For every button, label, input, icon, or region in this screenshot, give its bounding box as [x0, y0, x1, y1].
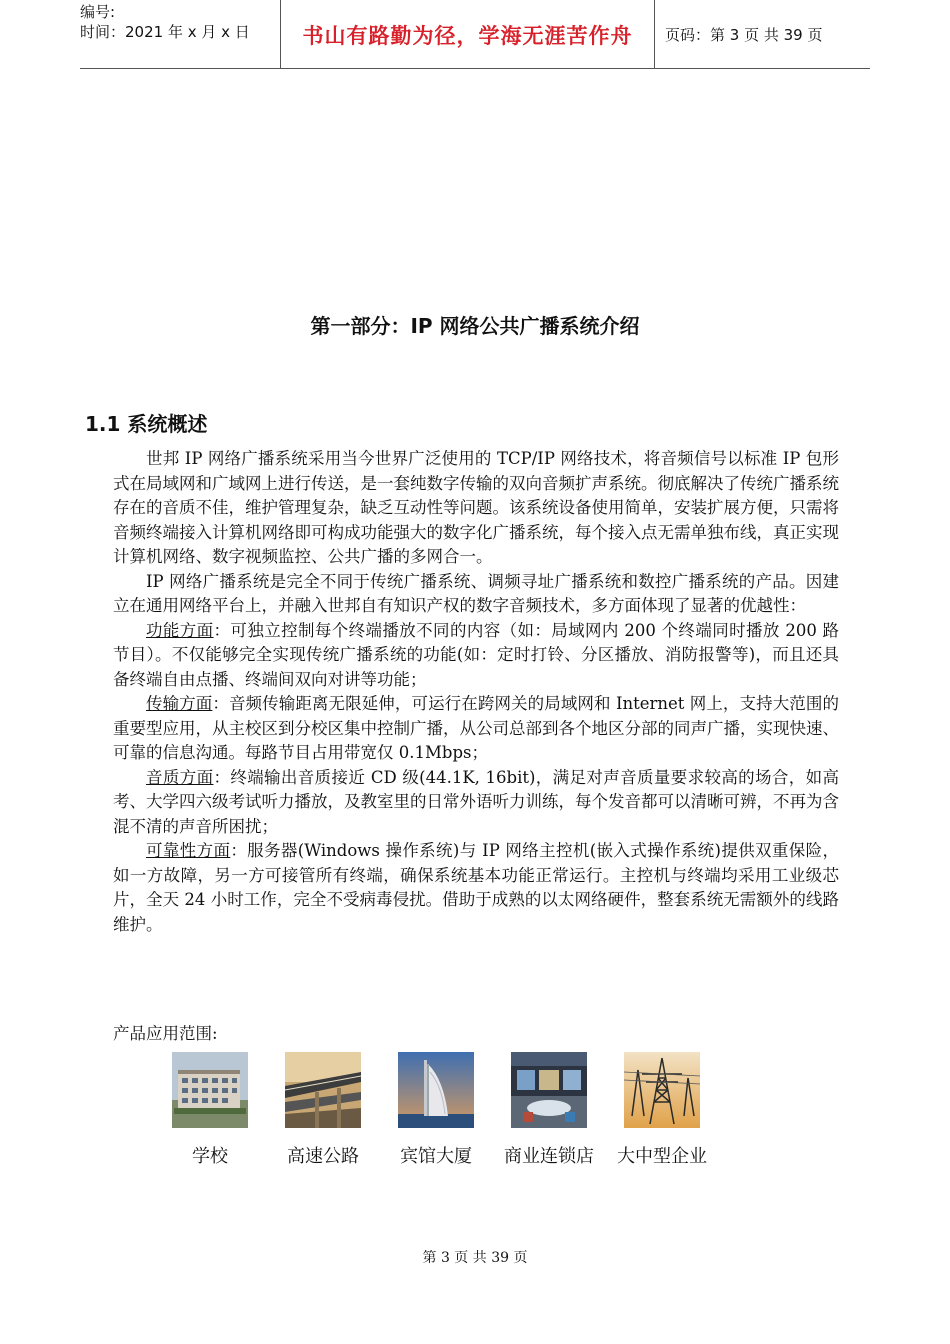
section-title: 1.1 系统概述 — [85, 412, 208, 436]
page-footer: 第 3 页 共 39 页 — [422, 1250, 528, 1266]
app-item-hotel — [391, 1052, 481, 1168]
app-item-highway — [278, 1052, 368, 1168]
power-tower-icon — [624, 1052, 700, 1128]
page-header — [80, 0, 870, 69]
hotel-tower-icon — [398, 1052, 474, 1128]
paragraph-label: 音质方面 — [146, 767, 214, 787]
header-meta — [80, 2, 280, 42]
app-label: 学校 — [192, 1146, 228, 1167]
application-gallery — [165, 1052, 725, 1172]
paragraph: 世邦 IP 网络广播系统采用当今世界广泛使用的 TCP/IP 网络技术，将音频信号以标准 IP 包形式在局域网和广域网上进行传送，是一套纯数字传输的双向音频扩声系统。彻底解决了传统广播系统存在的音质不佳，维护管理复杂，缺乏互动性等问题。该系统设备使用简单，安装扩展方便，只需将音频终端接入计算机网络即可构成功能强大的数字化广播系统，每个接入点无需单独布线，真正实现计算机网络、数字视频监控、公共广播的多网合一。 — [113, 449, 839, 566]
paragraph — [113, 619, 839, 693]
paragraph-label: 功能方面 — [146, 620, 214, 640]
app-label: 大中型企业 — [617, 1146, 707, 1167]
serial-label: 编号: — [80, 3, 116, 21]
app-item-enterprise — [617, 1052, 707, 1168]
paragraph-text: ：音频传输距离无限延伸，可运行在跨网关的局域网和 Internet 网上，支持大范围的重要型应用，从主校区到分校区集中控制广播，从公司总部到各个地区分部的同声广播，实现快速、可靠的信息沟通。每路节目占用带宽仅 0.1Mbps； — [113, 694, 839, 762]
header-motto: 书山有路勤为径，学海无涯苦作舟 — [302, 24, 633, 48]
header-page-info: 页码：第 3 页 共 39 页 — [665, 26, 823, 44]
app-item-store — [504, 1052, 594, 1168]
paragraph — [113, 839, 839, 937]
highway-icon — [285, 1052, 361, 1128]
part-title: 第一部分：IP 网络公共广播系统介绍 — [310, 314, 640, 338]
app-item-school — [165, 1052, 255, 1168]
school-building-icon — [172, 1052, 248, 1128]
app-label: 高速公路 — [287, 1146, 359, 1167]
paragraph-text: ：终端输出音质接近 CD 级(44.1K, 16bit)，满足对声音质量要求较高的场合，如高考、大学四六级考试听力播放，及教室里的日常外语听力训练，每个发音都可以清晰可辨，不再为含混不清的声音所困扰； — [113, 767, 839, 836]
paragraph: IP 网络广播系统是完全不同于传统广播系统、调频寻址广播系统和数控广播系统的产品。因建立在通用网络平台上，并融入世邦自有知识产权的数字音频技术，多方面体现了显著的优越性： — [113, 571, 839, 615]
paragraph-text: ：服务器(Windows 操作系统)与 IP 网络主控机(嵌入式操作系统)提供双重保险，如一方故障，另一方可接管所有终端，确保系统基本功能正常运行。主控机与终端均采用工业级芯片，全天 24 小时工作，完全不受病毒侵扰。借助于成熟的以太网络硬件，整套系统无需额外的线路维护。 — [113, 841, 840, 934]
paragraph-label: 可靠性方面 — [146, 841, 231, 860]
paragraph-label: 传输方面 — [146, 694, 213, 713]
header-divider — [654, 0, 655, 68]
paragraph — [113, 692, 839, 766]
store-interior-icon — [511, 1052, 587, 1128]
app-label: 商业连锁店 — [504, 1146, 594, 1167]
paragraph-text: ：可独立控制每个终端播放不同的内容（如：局域网内 200 个终端同时播放 200 路节目）。不仅能够完全实现传统广播系统的功能(如：定时打铃、分区播放、消防报警等)，而且还具备终端自由点播、终端间双向对讲等功能； — [113, 620, 840, 689]
apps-label: 产品应用范围: — [113, 1024, 218, 1043]
time-label: 时间：2021 年 x 月 x 日 — [80, 23, 250, 41]
body-text — [113, 447, 839, 937]
app-label: 宾馆大厦 — [400, 1146, 472, 1167]
paragraph — [113, 766, 839, 840]
